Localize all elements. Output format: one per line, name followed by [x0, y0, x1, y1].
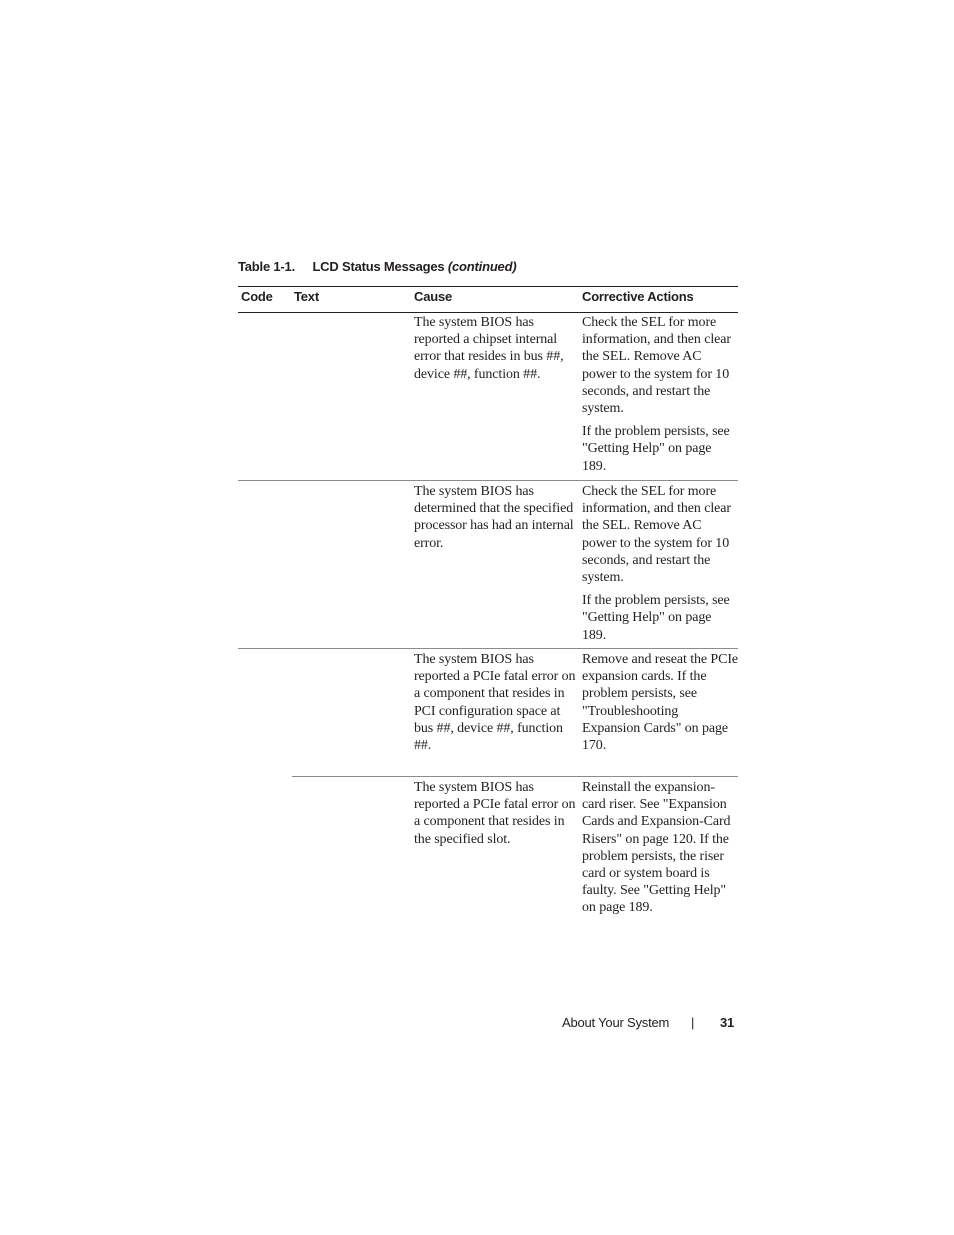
column-header-corrective-actions: Corrective Actions [582, 289, 694, 304]
table-row-1-actions: Check the SEL for more information, and then clear the SEL. Remove AC power to the system for 10 seconds, and restart the system. If the problem persists, see "Getting Help" on page 189. [582, 315, 731, 474]
table-row-3-actions: Remove and reseat the PCIe expansion cards. If the problem persists, see "Troubleshooting Expansion Cards" on page 170. [582, 652, 739, 754]
table-number: Table 1-1. [238, 259, 296, 274]
footer-separator: | [691, 1015, 695, 1030]
row-divider [238, 480, 738, 481]
table-row-2-actions: Check the SEL for more information, and then clear the SEL. Remove AC power to the system for 10 seconds, and restart the system. If the problem persists, see "Getting Help" on page 189. [582, 484, 731, 643]
column-header-code: Code [241, 289, 273, 304]
table-row-3-cause: The system BIOS has reported a PCIe fatal error on a component that resides in PCI configuration space at bus ##, device ##, function ##. [414, 652, 576, 754]
page-number: 31 [720, 1015, 735, 1030]
header-bottom-rule [238, 312, 738, 313]
table-continued-label: (continued) [447, 259, 517, 274]
row-divider [292, 776, 738, 777]
table-row-1-cause: The system BIOS has reported a chipset internal error that resides in bus ##, device ##, function ##. [414, 315, 564, 382]
table-top-rule [238, 286, 738, 287]
column-header-text: Text [294, 289, 319, 304]
table-row-4-cause: The system BIOS has reported a PCIe fatal error on a component that resides in the specified slot. [414, 780, 576, 847]
footer-section-title: About Your System [562, 1015, 670, 1030]
column-header-cause: Cause [414, 289, 453, 304]
table-row-2-cause: The system BIOS has determined that the specified processor has had an internal error. [414, 484, 574, 551]
row-divider [238, 648, 738, 649]
table-title: LCD Status Messages [312, 259, 445, 274]
table-caption [238, 259, 516, 274]
table-row-4-actions: Reinstall the expansion-card riser. See "Expansion Cards and Expansion-Card Risers" on page 120. If the problem persists, the riser card or system board is faulty. See "Getting Help" on page 189. [582, 780, 731, 916]
